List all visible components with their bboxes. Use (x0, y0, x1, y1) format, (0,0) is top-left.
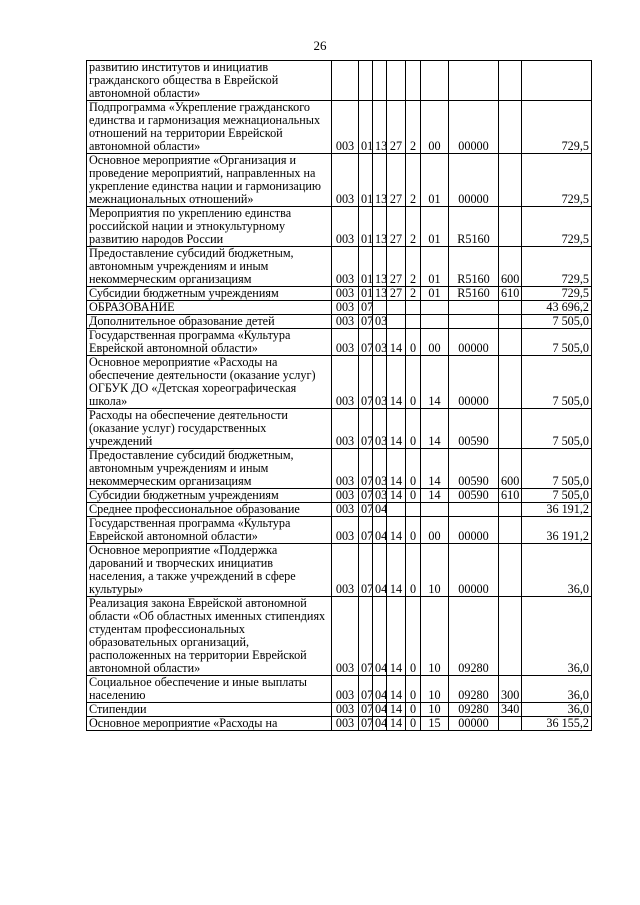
admin-code-cell: 003 (332, 449, 359, 489)
section-code-cell: 01 (359, 207, 373, 247)
row-name-cell: Стипендии (87, 703, 332, 717)
admin-code-cell: 003 (332, 101, 359, 154)
direction-code-cell (449, 503, 499, 517)
expense-type-cell (499, 517, 522, 544)
direction-code-cell: 00000 (449, 356, 499, 409)
table-row (87, 544, 592, 597)
amount-cell: 729,5 (522, 154, 592, 207)
expense-type-cell (499, 544, 522, 597)
program-code-cell: 14 (387, 597, 406, 676)
activity-code-cell (421, 301, 449, 315)
program-code-cell: 14 (387, 489, 406, 503)
direction-code-cell: 00000 (449, 517, 499, 544)
section-code-cell: 07 (359, 409, 373, 449)
activity-code-cell: 10 (421, 597, 449, 676)
subprogram-code-cell: 0 (406, 703, 421, 717)
subprogram-code-cell: 2 (406, 287, 421, 301)
expense-type-cell: 300 (499, 676, 522, 703)
row-name-cell: Субсидии бюджетным учреждениям (87, 489, 332, 503)
direction-code-cell: 00000 (449, 544, 499, 597)
subsection-code-cell: 03 (373, 315, 387, 329)
program-code-cell: 27 (387, 247, 406, 287)
expense-type-cell (499, 101, 522, 154)
subsection-code-cell: 04 (373, 676, 387, 703)
program-code-cell: 27 (387, 154, 406, 207)
amount-cell: 7 505,0 (522, 489, 592, 503)
direction-code-cell: R5160 (449, 207, 499, 247)
table-row (87, 207, 592, 247)
activity-code-cell: 10 (421, 544, 449, 597)
amount-cell: 7 505,0 (522, 315, 592, 329)
program-code-cell: 14 (387, 329, 406, 356)
admin-code-cell: 003 (332, 356, 359, 409)
activity-code-cell: 00 (421, 329, 449, 356)
subsection-code-cell: 03 (373, 356, 387, 409)
table-row (87, 489, 592, 503)
amount-cell: 7 505,0 (522, 356, 592, 409)
activity-code-cell: 01 (421, 207, 449, 247)
subsection-code-cell: 04 (373, 703, 387, 717)
admin-code-cell: 003 (332, 287, 359, 301)
subsection-code-cell: 03 (373, 409, 387, 449)
subprogram-code-cell (406, 61, 421, 101)
section-code-cell: 07 (359, 315, 373, 329)
activity-code-cell: 00 (421, 517, 449, 544)
subprogram-code-cell: 0 (406, 517, 421, 544)
section-code-cell: 01 (359, 101, 373, 154)
program-code-cell (387, 315, 406, 329)
activity-code-cell: 10 (421, 703, 449, 717)
activity-code-cell: 14 (421, 409, 449, 449)
amount-cell: 36,0 (522, 544, 592, 597)
expense-type-cell: 600 (499, 247, 522, 287)
expense-type-cell: 610 (499, 489, 522, 503)
section-code-cell: 07 (359, 544, 373, 597)
amount-cell: 7 505,0 (522, 449, 592, 489)
row-name-cell: Основное мероприятие «Поддержка дарований и творческих инициатив населения, а также учреждений в сфере культуры» (87, 544, 332, 597)
direction-code-cell: R5160 (449, 247, 499, 287)
row-name-cell: Реализация закона Еврейской автономной области «Об областных именных стипендиях студентам профессиональных образовательных организаций, расположенных на территории Еврейской автономной области» (87, 597, 332, 676)
table-row (87, 503, 592, 517)
amount-cell: 7 505,0 (522, 409, 592, 449)
subprogram-code-cell: 2 (406, 247, 421, 287)
row-name-cell: Государственная программа «Культура Еврейской автономной области» (87, 329, 332, 356)
section-code-cell: 07 (359, 503, 373, 517)
expense-type-cell (499, 154, 522, 207)
expense-type-cell (499, 329, 522, 356)
admin-code-cell: 003 (332, 315, 359, 329)
admin-code-cell (332, 61, 359, 101)
activity-code-cell: 14 (421, 449, 449, 489)
row-name-cell: Предоставление субсидий бюджетным, автономным учреждениям и иным некоммерческим организациям (87, 449, 332, 489)
subprogram-code-cell: 0 (406, 717, 421, 731)
program-code-cell: 14 (387, 517, 406, 544)
subsection-code-cell: 03 (373, 489, 387, 503)
program-code-cell (387, 61, 406, 101)
expense-type-cell (499, 61, 522, 101)
admin-code-cell: 003 (332, 247, 359, 287)
subsection-code-cell: 03 (373, 449, 387, 489)
table-row (87, 247, 592, 287)
direction-code-cell: 00590 (449, 409, 499, 449)
amount-cell: 729,5 (522, 207, 592, 247)
direction-code-cell: 00000 (449, 101, 499, 154)
subprogram-code-cell: 0 (406, 489, 421, 503)
table-row (87, 597, 592, 676)
admin-code-cell: 003 (332, 703, 359, 717)
section-code-cell: 07 (359, 329, 373, 356)
direction-code-cell: 00000 (449, 154, 499, 207)
admin-code-cell: 003 (332, 597, 359, 676)
amount-cell: 36,0 (522, 597, 592, 676)
row-name-cell: Субсидии бюджетным учреждениям (87, 287, 332, 301)
row-name-cell: развитию институтов и инициатив гражданского общества в Еврейской автономной области» (87, 61, 332, 101)
direction-code-cell (449, 301, 499, 315)
program-code-cell: 14 (387, 676, 406, 703)
page-number: 26 (313, 38, 327, 53)
subsection-code-cell (373, 61, 387, 101)
subprogram-code-cell: 0 (406, 544, 421, 597)
section-code-cell: 07 (359, 703, 373, 717)
row-name-cell: Расходы на обеспечение деятельности (оказание услуг) государственных учреждений (87, 409, 332, 449)
section-code-cell (359, 61, 373, 101)
direction-code-cell: 09280 (449, 703, 499, 717)
row-name-cell: Основное мероприятие «Расходы на (87, 717, 332, 731)
subsection-code-cell: 04 (373, 717, 387, 731)
activity-code-cell (421, 503, 449, 517)
row-name-cell: Предоставление субсидий бюджетным, автономным учреждениям и иным некоммерческим организациям (87, 247, 332, 287)
amount-cell: 36 191,2 (522, 517, 592, 544)
amount-cell (522, 61, 592, 101)
amount-cell: 36 155,2 (522, 717, 592, 731)
section-code-cell: 07 (359, 717, 373, 731)
subprogram-code-cell: 0 (406, 329, 421, 356)
section-code-cell: 07 (359, 676, 373, 703)
table-row (87, 315, 592, 329)
subprogram-code-cell: 0 (406, 597, 421, 676)
admin-code-cell: 003 (332, 503, 359, 517)
table-row (87, 101, 592, 154)
subsection-code-cell: 04 (373, 597, 387, 676)
amount-cell: 729,5 (522, 247, 592, 287)
program-code-cell: 14 (387, 703, 406, 717)
subprogram-code-cell: 0 (406, 409, 421, 449)
program-code-cell: 14 (387, 449, 406, 489)
direction-code-cell: 00000 (449, 329, 499, 356)
subprogram-code-cell (406, 315, 421, 329)
expense-type-cell (499, 207, 522, 247)
subsection-code-cell: 04 (373, 544, 387, 597)
table-row (87, 61, 592, 101)
subprogram-code-cell: 2 (406, 154, 421, 207)
table-row (87, 676, 592, 703)
admin-code-cell: 003 (332, 329, 359, 356)
table-row (87, 329, 592, 356)
activity-code-cell: 00 (421, 101, 449, 154)
row-name-cell: Основное мероприятие «Организация и проведение мероприятий, направленных на укрепление единства нации и гармонизацию межнациональных отношений» (87, 154, 332, 207)
expense-type-cell (499, 597, 522, 676)
direction-code-cell: 00000 (449, 717, 499, 731)
section-code-cell: 07 (359, 517, 373, 544)
admin-code-cell: 003 (332, 517, 359, 544)
program-code-cell (387, 301, 406, 315)
subsection-code-cell: 13 (373, 101, 387, 154)
amount-cell: 729,5 (522, 287, 592, 301)
subsection-code-cell: 13 (373, 154, 387, 207)
section-code-cell: 07 (359, 449, 373, 489)
program-code-cell: 14 (387, 544, 406, 597)
expense-type-cell: 610 (499, 287, 522, 301)
table-row (87, 356, 592, 409)
subprogram-code-cell: 2 (406, 101, 421, 154)
row-name-cell: Основное мероприятие «Расходы на обеспечение деятельности (оказание услуг) ОГБУК ДО «Детская хореографическая школа» (87, 356, 332, 409)
subsection-code-cell: 04 (373, 517, 387, 544)
table-row (87, 154, 592, 207)
direction-code-cell (449, 315, 499, 329)
activity-code-cell: 01 (421, 287, 449, 301)
row-name-cell: Социальное обеспечение и иные выплаты населению (87, 676, 332, 703)
subsection-code-cell: 04 (373, 503, 387, 517)
direction-code-cell: 00590 (449, 489, 499, 503)
program-code-cell: 14 (387, 409, 406, 449)
amount-cell: 36 191,2 (522, 503, 592, 517)
section-code-cell: 07 (359, 597, 373, 676)
admin-code-cell: 003 (332, 409, 359, 449)
admin-code-cell: 003 (332, 301, 359, 315)
subsection-code-cell (373, 301, 387, 315)
activity-code-cell: 01 (421, 247, 449, 287)
admin-code-cell: 003 (332, 717, 359, 731)
row-name-cell: Государственная программа «Культура Еврейской автономной области» (87, 517, 332, 544)
activity-code-cell: 15 (421, 717, 449, 731)
section-code-cell: 01 (359, 247, 373, 287)
program-code-cell: 27 (387, 207, 406, 247)
direction-code-cell: 09280 (449, 597, 499, 676)
admin-code-cell: 003 (332, 489, 359, 503)
amount-cell: 36,0 (522, 703, 592, 717)
table-row (87, 717, 592, 731)
admin-code-cell: 003 (332, 154, 359, 207)
section-code-cell: 07 (359, 489, 373, 503)
subprogram-code-cell: 0 (406, 449, 421, 489)
program-code-cell: 27 (387, 287, 406, 301)
admin-code-cell: 003 (332, 544, 359, 597)
direction-code-cell: R5160 (449, 287, 499, 301)
subsection-code-cell: 13 (373, 287, 387, 301)
direction-code-cell (449, 61, 499, 101)
expense-type-cell (499, 301, 522, 315)
activity-code-cell: 01 (421, 154, 449, 207)
subprogram-code-cell: 2 (406, 207, 421, 247)
admin-code-cell: 003 (332, 676, 359, 703)
section-code-cell: 01 (359, 154, 373, 207)
amount-cell: 7 505,0 (522, 329, 592, 356)
table-row (87, 301, 592, 315)
subprogram-code-cell: 0 (406, 676, 421, 703)
expense-type-cell (499, 315, 522, 329)
amount-cell: 36,0 (522, 676, 592, 703)
activity-code-cell (421, 61, 449, 101)
subprogram-code-cell (406, 503, 421, 517)
direction-code-cell: 00590 (449, 449, 499, 489)
table-row (87, 409, 592, 449)
table-row (87, 449, 592, 489)
section-code-cell: 07 (359, 301, 373, 315)
row-name-cell: Мероприятия по укреплению единства российской нации и этнокультурному развитию народов России (87, 207, 332, 247)
program-code-cell: 14 (387, 717, 406, 731)
subsection-code-cell: 13 (373, 207, 387, 247)
row-name-cell: Подпрограмма «Укрепление гражданского единства и гармонизация межнациональных отношений на территории Еврейской автономной области» (87, 101, 332, 154)
table-row (87, 703, 592, 717)
subprogram-code-cell (406, 301, 421, 315)
budget-table (86, 60, 592, 731)
table-row (87, 517, 592, 544)
subprogram-code-cell: 0 (406, 356, 421, 409)
direction-code-cell: 09280 (449, 676, 499, 703)
program-code-cell: 14 (387, 356, 406, 409)
program-code-cell: 27 (387, 101, 406, 154)
expense-type-cell (499, 717, 522, 731)
section-code-cell: 01 (359, 287, 373, 301)
activity-code-cell: 10 (421, 676, 449, 703)
amount-cell: 729,5 (522, 101, 592, 154)
section-code-cell: 07 (359, 356, 373, 409)
amount-cell: 43 696,2 (522, 301, 592, 315)
expense-type-cell (499, 356, 522, 409)
row-name-cell: Дополнительное образование детей (87, 315, 332, 329)
activity-code-cell: 14 (421, 356, 449, 409)
table-row (87, 287, 592, 301)
expense-type-cell (499, 409, 522, 449)
subsection-code-cell: 13 (373, 247, 387, 287)
row-name-cell: Среднее профессиональное образование (87, 503, 332, 517)
activity-code-cell: 14 (421, 489, 449, 503)
expense-type-cell: 600 (499, 449, 522, 489)
expense-type-cell: 340 (499, 703, 522, 717)
expense-type-cell (499, 503, 522, 517)
subsection-code-cell: 03 (373, 329, 387, 356)
program-code-cell (387, 503, 406, 517)
activity-code-cell (421, 315, 449, 329)
row-name-cell: ОБРАЗОВАНИЕ (87, 301, 332, 315)
admin-code-cell: 003 (332, 207, 359, 247)
